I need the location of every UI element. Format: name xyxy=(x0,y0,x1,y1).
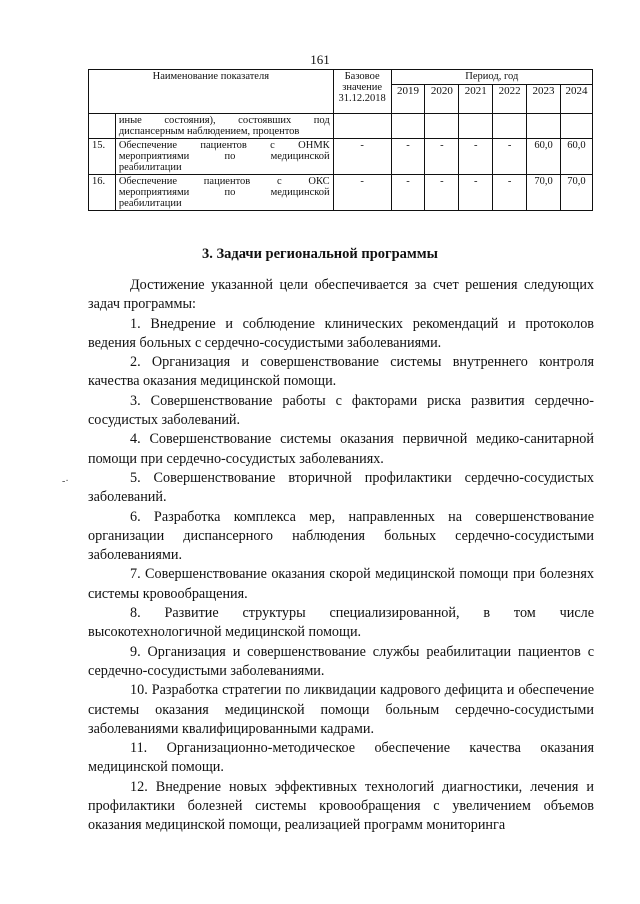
page-number: 161 xyxy=(310,52,330,67)
margin-mark: -· xyxy=(62,476,69,487)
paragraph: 8. Развитие структуры специализированной, в том числе высокотехнологичной медицинской помощи. xyxy=(88,605,594,641)
row-value: - xyxy=(425,175,459,211)
section-title: 3. Задачи региональной программы xyxy=(201,246,438,262)
row-value: 60,0 xyxy=(560,139,592,175)
header-year: 2022 xyxy=(493,85,527,114)
header-year: 2024 xyxy=(560,85,592,114)
header-year: 2021 xyxy=(459,85,493,114)
header-base-value xyxy=(333,70,391,114)
table-row xyxy=(89,175,593,211)
header-year: 2020 xyxy=(425,85,459,114)
row-value: - xyxy=(459,139,493,175)
row-value: - xyxy=(391,175,425,211)
row-base-value xyxy=(333,114,391,139)
paragraph: 10. Разработка стратегии по ликвидации кадрового дефицита и обеспечение системы оказания медицинской помощи больным сердечно-сосудистыми заболеваниями квалифицированными кадрами. xyxy=(88,682,594,737)
paragraph: Достижение указанной цели обеспечивается за счет решения следующих задач программы: xyxy=(88,277,594,313)
table-header-row xyxy=(89,70,593,85)
row-number: 15. xyxy=(89,139,116,175)
row-value: - xyxy=(493,175,527,211)
row-value: 70,0 xyxy=(560,175,592,211)
row-value xyxy=(560,114,592,139)
row-value xyxy=(459,114,493,139)
row-value xyxy=(493,114,527,139)
row-value: - xyxy=(459,175,493,211)
row-number xyxy=(89,114,116,139)
row-value: - xyxy=(391,139,425,175)
paragraph: 11. Организационно-методическое обеспечение качества оказания медицинской помощи. xyxy=(88,740,594,776)
row-value: - xyxy=(425,139,459,175)
indicators-table xyxy=(88,69,593,211)
table-row xyxy=(89,139,593,175)
header-year: 2019 xyxy=(391,85,425,114)
header-base-line2: значение xyxy=(342,82,383,93)
row-value xyxy=(425,114,459,139)
paragraph: 3. Совершенствование работы с факторами риска развития сердечно-сосудистых заболеваний. xyxy=(88,392,594,429)
header-period: Период, год xyxy=(391,70,592,85)
body-text xyxy=(88,276,594,836)
paragraph: 6. Разработка комплекса мер, направленных на совершенствование организации диспансерного наблюдения больных сердечно-сосудистыми заболеваниями. xyxy=(88,508,594,564)
row-indicator: Обеспечение пациентов с ОНМК мероприятиями по медицинской реабилитации xyxy=(115,139,333,175)
row-value xyxy=(391,114,425,139)
row-base-value: - xyxy=(333,139,391,175)
row-base-value: - xyxy=(333,175,391,211)
table-row xyxy=(89,114,593,139)
header-base-line1: Базовое xyxy=(344,71,380,82)
row-value: - xyxy=(493,139,527,175)
paragraph: 9. Организация и совершенствование службы реабилитации пациентов с сердечно-сосудистыми заболеваниями. xyxy=(88,643,594,679)
paragraph: 12. Внедрение новых эффективных технологий диагностики, лечения и профилактики болезней системы кровообращения с увеличением объемов оказания медицинской помощи, реализацией программ мониторинга xyxy=(88,778,594,834)
header-year: 2023 xyxy=(527,85,561,114)
paragraph: 1. Внедрение и соблюдение клинических рекомендаций и протоколов ведения больных с сердечно-сосудистыми заболеваниями. xyxy=(88,315,594,351)
row-indicator: иные состояния), состоявших под диспансерным наблюдением, процентов xyxy=(115,114,333,139)
paragraph: 2. Организация и совершенствование системы внутреннего контроля качества оказания медицинской помощи. xyxy=(88,354,594,390)
row-number: 16. xyxy=(89,175,116,211)
row-value: 60,0 xyxy=(527,139,561,175)
paragraph: 7. Совершенствование оказания скорой медицинской помощи при болезнях системы кровообращения. xyxy=(88,566,594,602)
row-value: 70,0 xyxy=(527,175,561,211)
paragraph: 4. Совершенствование системы оказания первичной медико-санитарной помощи при сердечно-сосудистых заболеваниях. xyxy=(88,431,594,467)
header-base-line3: 31.12.2018 xyxy=(338,93,386,104)
paragraph: 5. Совершенствование вторичной профилактики сердечно-сосудистых заболеваний. xyxy=(88,469,594,506)
row-indicator: Обеспечение пациентов с ОКС мероприятиями по медицинской реабилитации xyxy=(115,175,333,211)
header-indicator-name: Наименование показателя xyxy=(89,70,334,114)
row-value xyxy=(527,114,561,139)
